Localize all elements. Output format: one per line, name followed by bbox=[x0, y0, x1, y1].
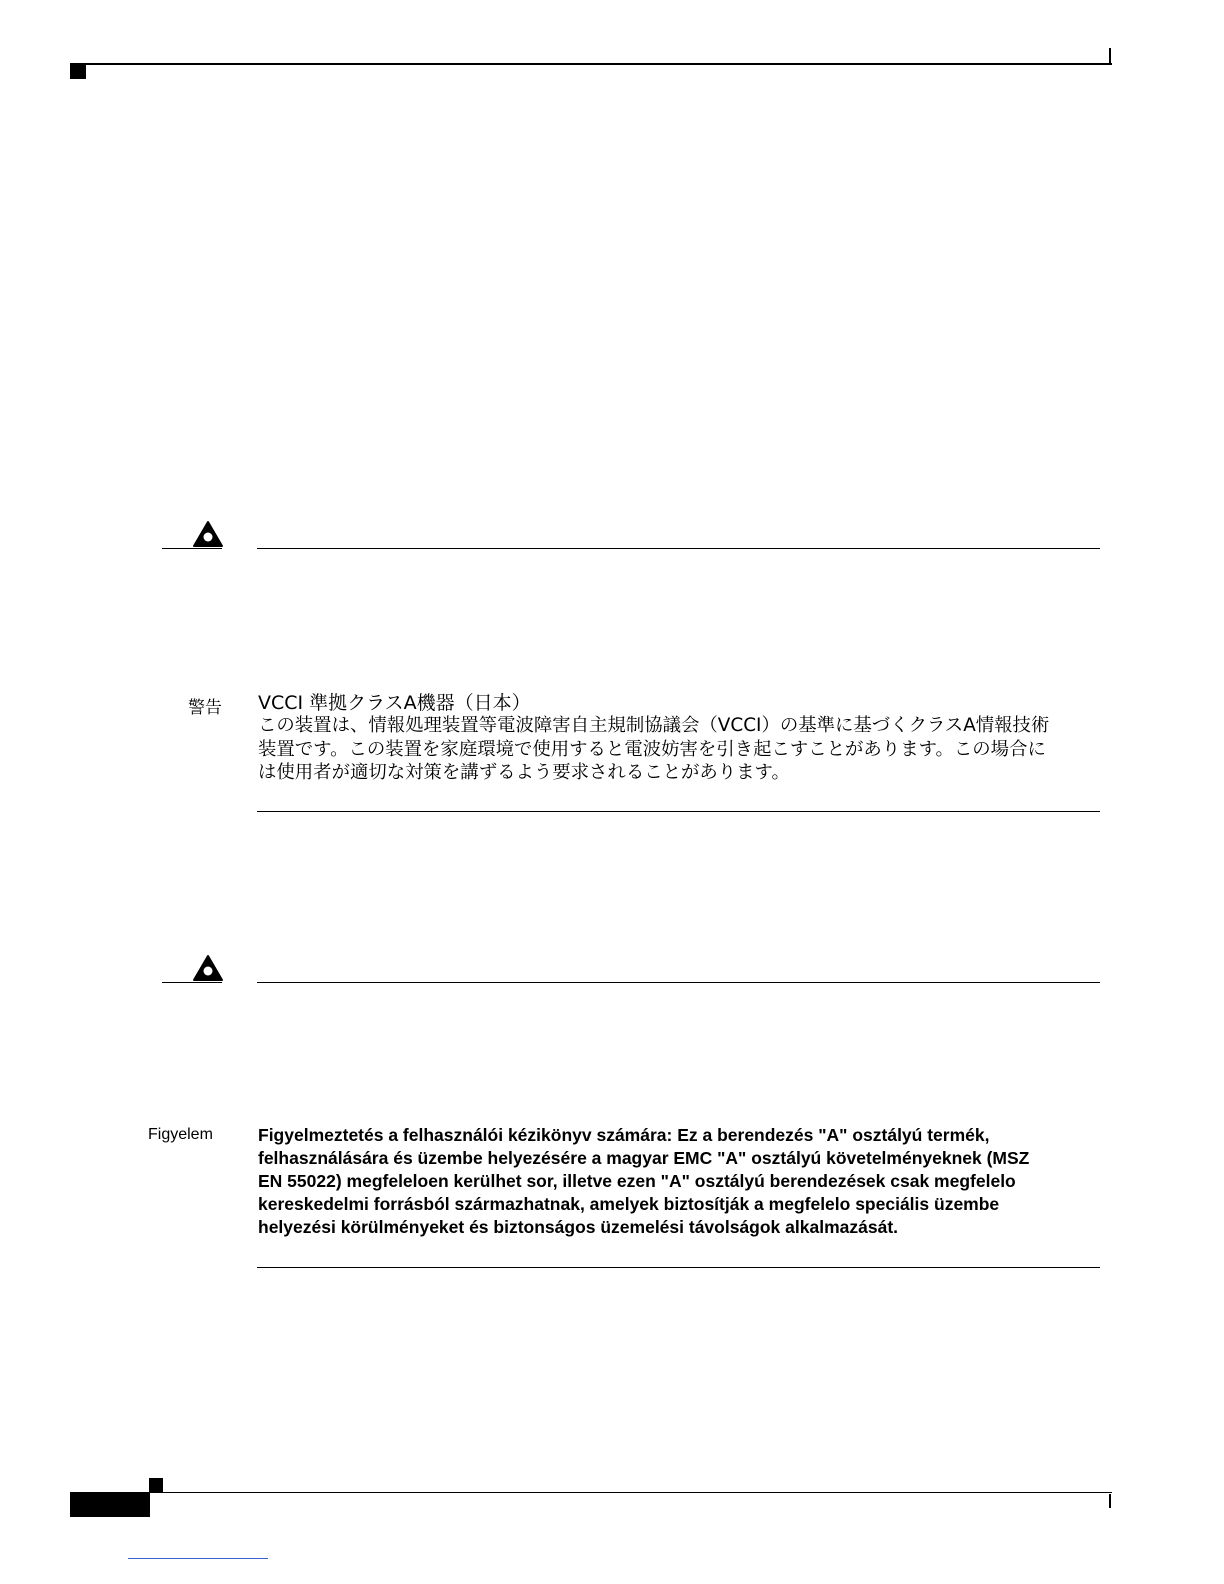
header-right-tick bbox=[1109, 48, 1111, 64]
warning-icon bbox=[192, 520, 224, 548]
footer-link-underline[interactable] bbox=[128, 1558, 268, 1559]
warning-jp-label: 警告 bbox=[188, 698, 222, 718]
warning-jp-line: この装置は、情報処理装置等電波障害自主規制協議会（VCCI）の基準に基づくクラスA情報技術 bbox=[258, 715, 1050, 736]
warning-icon bbox=[192, 954, 224, 982]
warning-jp-icon-underline bbox=[162, 548, 222, 549]
warning-jp-line: 装置です。この装置を家庭環境で使用すると電波妨害を引き起こすことがあります。この場合に bbox=[258, 739, 1046, 760]
footer-rule bbox=[70, 1492, 1112, 1493]
footer-right-tick bbox=[1109, 1494, 1111, 1508]
header-corner-mark bbox=[70, 65, 86, 79]
warning-hu-line: Figyelmeztetés a felhasználói kézikönyv számára: Ez a berendezés "A" osztályú termék, bbox=[258, 1125, 990, 1145]
warning-hu-line: helyezési körülményeket és biztonságos üzemelési távolságok alkalmazását. bbox=[258, 1217, 899, 1237]
warning-jp-line: は使用者が適切な対策を講ずるよう要求されることがあります。 bbox=[258, 762, 790, 783]
warning-hu-icon-underline bbox=[162, 982, 222, 983]
warning-hu-top-rule bbox=[257, 982, 1100, 983]
header-rule bbox=[70, 63, 1112, 65]
warning-jp-bottom-rule bbox=[257, 811, 1100, 812]
warning-hu-line: felhasználására és üzembe helyezésére a magyar EMC "A" osztályú követelményeknek (MSZ bbox=[258, 1148, 1030, 1168]
footer-corner-mark bbox=[149, 1478, 163, 1492]
warning-jp-top-rule bbox=[257, 548, 1100, 549]
warning-hu-label: Figyelem bbox=[148, 1126, 213, 1143]
warning-hu-line: kereskedelmi forrásból származhatnak, amelyek biztosítják a megfelelo speciális üzembe bbox=[258, 1194, 1000, 1214]
page-number-tab bbox=[70, 1493, 150, 1517]
warning-hu-bottom-rule bbox=[257, 1267, 1100, 1268]
warning-jp-line: VCCI 準拠クラスA機器（日本） bbox=[258, 692, 531, 714]
warning-hu-line: EN 55022) megfeleloen kerülhet sor, illetve ezen "A" osztályú berendezések csak megfelelo bbox=[258, 1171, 1016, 1191]
